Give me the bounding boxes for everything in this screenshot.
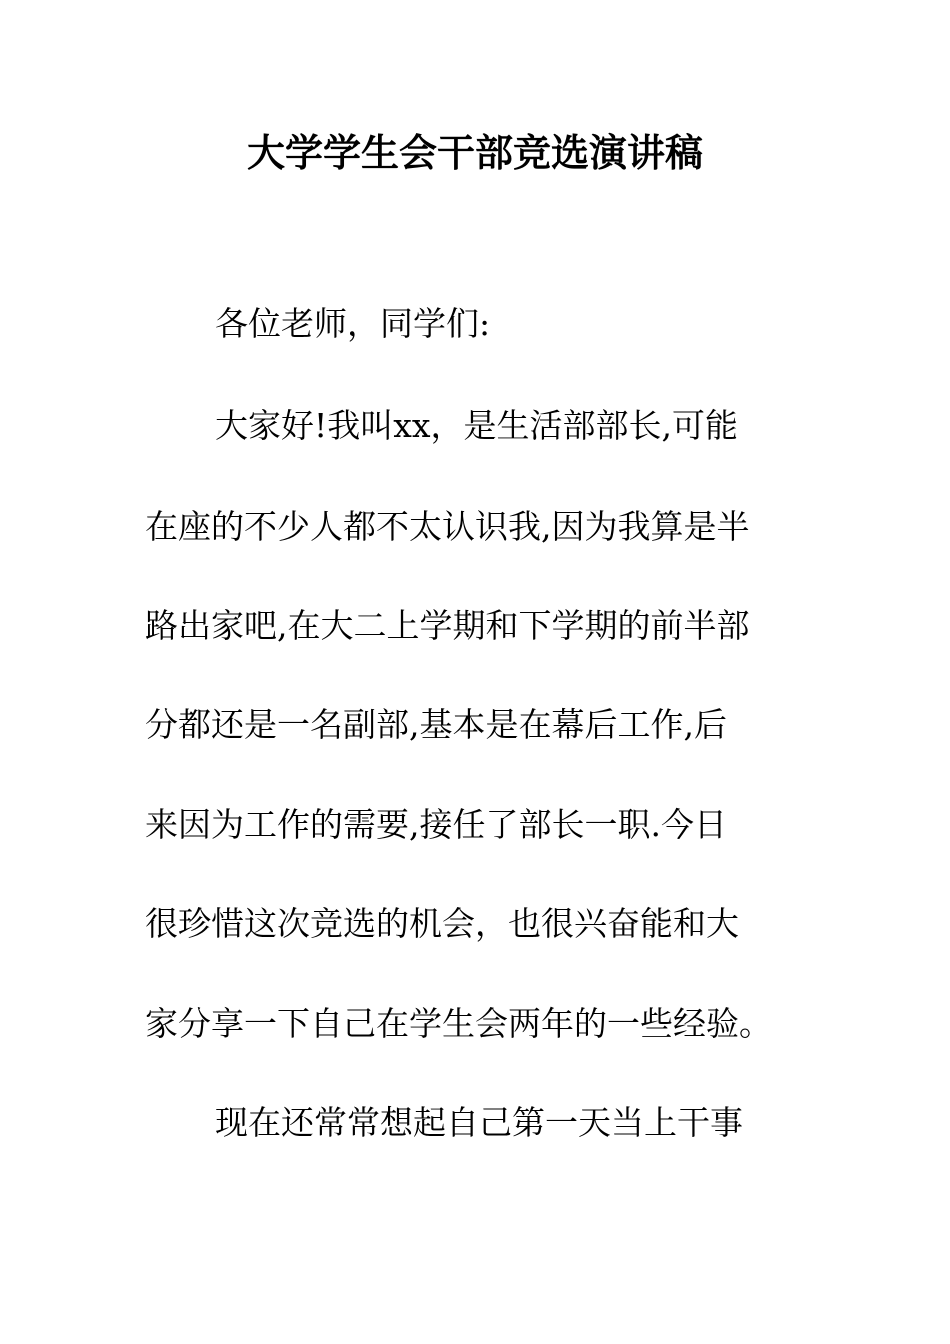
salutation-line: 各位老师，同学们: xyxy=(215,304,491,343)
body-line: 来因为工作的需要,接任了部长一职.今日 xyxy=(145,805,727,844)
body-line: 现在还常常想起自己第一天当上干事 xyxy=(215,1103,743,1142)
body-line: 家分享一下自己在学生会两年的一些经验。 xyxy=(145,1004,772,1043)
body-line: 路出家吧,在大二上学期和下学期的前半部 xyxy=(145,606,750,645)
body-line: 分都还是一名副部,基本是在幕后工作,后 xyxy=(145,705,727,744)
body-line: 在座的不少人都不太认识我,因为我算是半 xyxy=(145,507,750,546)
body-line: 大家好!我叫xx，是生活部部长,可能 xyxy=(215,406,738,445)
document-title: 大学学生会干部竞选演讲稿 xyxy=(246,131,703,175)
body-line: 很珍惜这次竞选的机会，也很兴奋能和大 xyxy=(145,904,739,943)
